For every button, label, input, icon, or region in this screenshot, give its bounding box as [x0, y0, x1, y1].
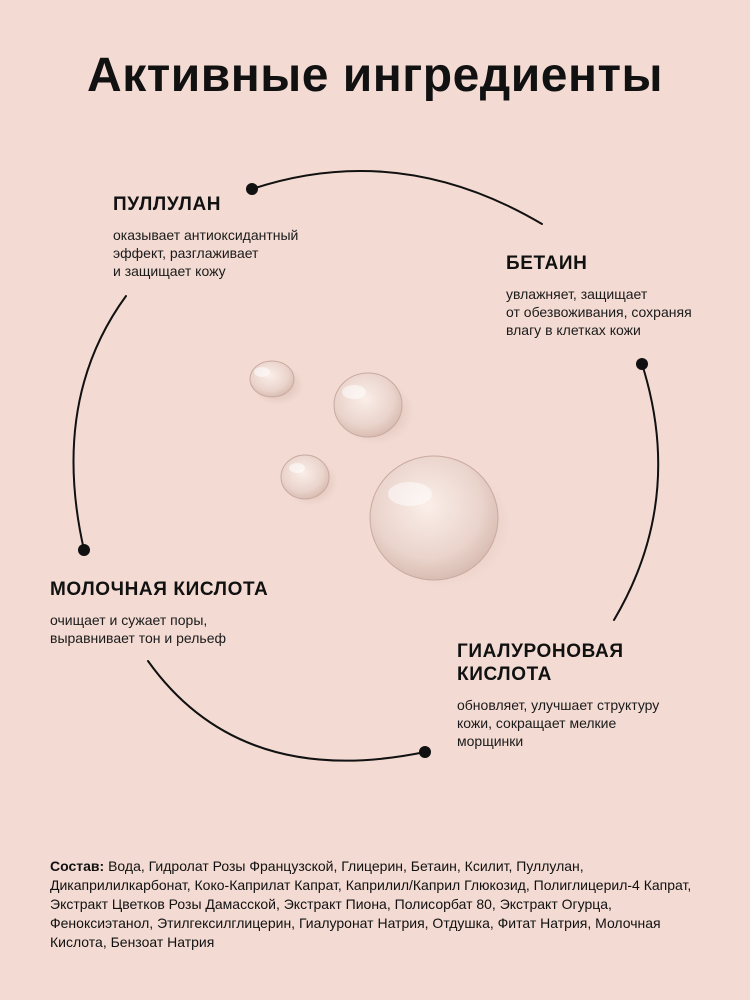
arc-lactic-to-pullulan: [73, 296, 126, 550]
ingredient-hyaluronic-acid: [457, 640, 659, 750]
droplet: [250, 361, 294, 397]
ingredient-betaine: [506, 252, 692, 339]
composition-ingredients: Вода, Гидролат Розы Французской, Глицерин, Бетаин, Ксилит, Пуллулан, Дикаприлилкарбонат, Коко-Каприлат Капрат, Каприлил/Каприл Глюкозид, Полиглицерил-4 Капрат, Экстракт Цветков Розы Дамасской, Экстракт Пиона, Полисорбат 80, Экстракт Огурца, Феноксиэтанол, Этилгексилглицерин, Гиалуронат Натрия, Отдушка, Фитат Натрия, Молочная Кислота, Бензоат Натрия: [50, 858, 692, 950]
dot-betaine: [636, 358, 648, 370]
arc-hyaluronic-to-lactic: [148, 661, 425, 761]
ingredient-pullulan: [113, 193, 298, 280]
ingredient-description: обновляет, улучшает структуру кожи, сокращает мелкие морщинки: [457, 697, 660, 749]
ingredient-name: ГИАЛУРОНОВАЯ КИСЛОТА: [457, 641, 624, 685]
arc-betaine-to-hyaluronic: [614, 364, 658, 620]
composition-label: Состав:: [50, 858, 105, 874]
ingredient-description: оказывает антиоксидантный эффект, разглаживает и защищает кожу: [113, 227, 299, 279]
composition-text: [50, 857, 710, 952]
dot-lactic: [78, 544, 90, 556]
gel-droplets: [250, 361, 510, 587]
dot-hyaluronic: [419, 746, 431, 758]
ingredient-description: очищает и сужает поры, выравнивает тон и рельеф: [50, 612, 226, 646]
droplet: [370, 456, 498, 580]
ingredient-description: увлажняет, защищает от обезвоживания, сохраняя влагу в клетках кожи: [506, 286, 692, 338]
page-title: Активные ингредиенты: [87, 49, 663, 102]
ingredient-name: БЕТАИН: [506, 253, 588, 274]
droplet: [281, 455, 329, 499]
ingredient-name: МОЛОЧНАЯ КИСЛОТА: [50, 579, 269, 600]
droplet: [334, 373, 402, 437]
ingredient-name: ПУЛЛУЛАН: [113, 194, 222, 215]
ingredient-lactic-acid: [50, 578, 268, 647]
